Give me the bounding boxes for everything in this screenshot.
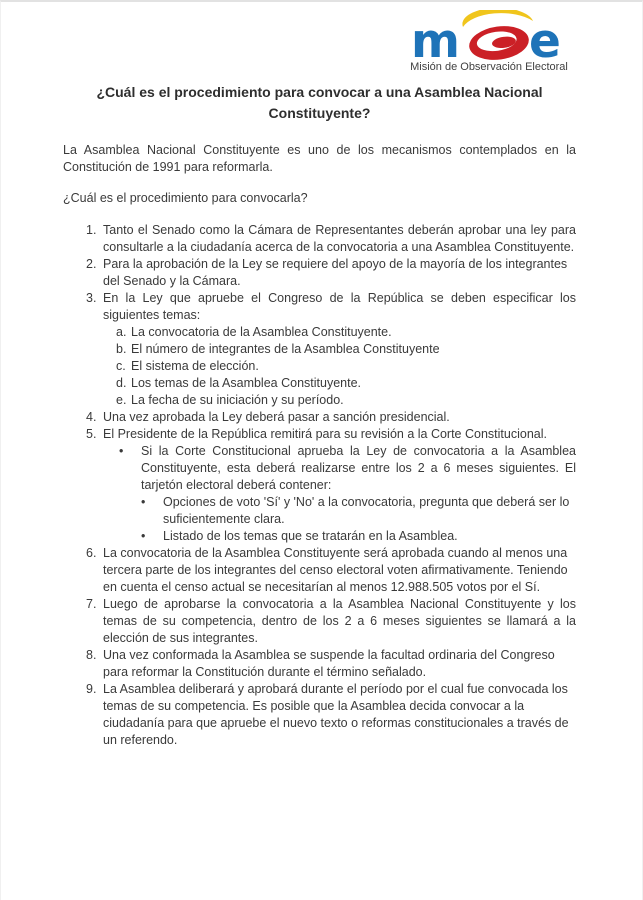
list-item-5 xyxy=(86,426,576,443)
list-item-7-text: Luego de aprobarse la convocatoria a la Asamblea Nacional Constituyente y los temas de su competencia, dentro de los 2 a 6 meses siguientes se llamará a la elección de sus integrantes. xyxy=(103,597,576,645)
list-item-2-number: 2. xyxy=(86,257,97,271)
list-item-3e xyxy=(116,392,576,409)
list-item-5-subbullet-1 xyxy=(141,494,576,528)
bullet-icon: • xyxy=(119,444,124,458)
list-item-8-number: 8. xyxy=(86,648,97,662)
list-item-3e-text: La fecha de su iniciación y su período. xyxy=(131,393,344,407)
list-item-5-text: El Presidente de la República remitirá para su revisión a la Corte Constitucional. xyxy=(103,427,547,441)
list-item-2 xyxy=(86,256,576,290)
moe-logo-icon xyxy=(411,10,567,62)
list-item-5-subbullet-2-text: Listado de los temas que se tratarán en la Asamblea. xyxy=(163,529,458,543)
list-item-9 xyxy=(86,681,576,749)
list-item-5-subbullet-1-text: Opciones de voto 'Sí' y 'No' a la convocatoria, pregunta que deberá ser lo suficientemente clara. xyxy=(163,495,570,526)
list-item-8-text: Una vez conformada la Asamblea se suspende la facultad ordinaria del Congreso para reformar la Constitución durante el término señalado. xyxy=(103,648,555,679)
question-line: ¿Cuál es el procedimiento para convocarla? xyxy=(63,191,308,205)
list-item-3d-letter: d. xyxy=(116,376,127,390)
list-item-1-text: Tanto el Senado como la Cámara de Representantes deberán aprobar una ley para consultarle a la ciudadanía acerca de la convocatoria a una Asamblea Constituyente. xyxy=(103,223,576,254)
list-item-3e-letter: e. xyxy=(116,393,127,407)
intro-paragraph: La Asamblea Nacional Constituyente es uno de los mecanismos contemplados en la Constitución de 1991 para reformarla. xyxy=(63,143,576,174)
document-content xyxy=(1,82,642,749)
list-item-5-bullet xyxy=(119,443,576,494)
list-item-8 xyxy=(86,647,576,681)
list-item-9-number: 9. xyxy=(86,682,97,696)
list-item-3c xyxy=(116,358,576,375)
list-item-1 xyxy=(86,222,576,256)
logo-caption: Misión de Observación Electoral xyxy=(410,61,568,73)
list-item-3d-text: Los temas de la Asamblea Constituyente. xyxy=(131,376,361,390)
list-item-5-number: 5. xyxy=(86,427,97,441)
moe-logo xyxy=(400,10,578,73)
list-item-7 xyxy=(86,596,576,647)
list-item-6-text: La convocatoria de la Asamblea Constituyente será aprobada cuando al menos una tercera parte de los integrantes del censo electoral voten afirmativamente. Teniendo en cuenta el censo actual se necesitarían al menos 12.988.505 votos por el Sí. xyxy=(103,546,568,594)
list-item-1-number: 1. xyxy=(86,223,97,237)
list-item-5-bullet-text: Si la Corte Constitucional aprueba la Ley de convocatoria a la Asamblea Constituyente, esta deberá realizarse entre los 2 a 6 meses siguientes. El tarjetón electoral deberá contener: xyxy=(141,444,576,492)
list-item-6-number: 6. xyxy=(86,546,97,560)
list-item-3a-text: La convocatoria de la Asamblea Constituyente. xyxy=(131,325,392,339)
list-item-5-subbullet-2 xyxy=(141,528,576,545)
list-item-6 xyxy=(86,545,576,596)
bullet-icon: • xyxy=(141,529,146,543)
logo-letter-e: e xyxy=(529,14,561,62)
list-item-3a-letter: a. xyxy=(116,325,127,339)
list-item-3-number: 3. xyxy=(86,291,97,305)
list-item-3 xyxy=(86,290,576,324)
list-item-3d xyxy=(116,375,576,392)
list-item-3b-text: El número de integrantes de la Asamblea Constituyente xyxy=(131,342,440,356)
list-item-3c-text: El sistema de elección. xyxy=(131,359,259,373)
bullet-icon: • xyxy=(141,495,146,509)
list-item-2-text: Para la aprobación de la Ley se requiere del apoyo de la mayoría de los integrantes del Senado y la Cámara. xyxy=(103,257,568,288)
list-item-3c-letter: c. xyxy=(116,359,126,373)
list-item-3-text: En la Ley que apruebe el Congreso de la República se deben especificar los siguientes temas: xyxy=(103,291,576,322)
list-item-3a xyxy=(116,324,576,341)
list-item-4-number: 4. xyxy=(86,410,97,424)
list-item-3b xyxy=(116,341,576,358)
logo-letter-m: m xyxy=(411,14,460,62)
page-title: ¿Cuál es el procedimiento para convocar a una Asamblea Nacional Constituyente? xyxy=(96,84,543,121)
list-item-4-text: Una vez aprobada la Ley deberá pasar a sanción presidencial. xyxy=(103,410,450,424)
list-item-9-text: La Asamblea deliberará y aprobará durante el período por el cual fue convocada los temas de su competencia. Es posible que la Asamblea decida convocar a la ciudadanía para que apruebe el nuevo texto o reformas constitucionales a través de un referendo. xyxy=(103,682,569,747)
logo-yellow-arc xyxy=(462,10,533,27)
list-item-4 xyxy=(86,409,576,426)
procedure-list xyxy=(63,222,576,749)
list-item-7-number: 7. xyxy=(86,597,97,611)
logo-red-o xyxy=(467,22,531,62)
list-item-3b-letter: b. xyxy=(116,342,127,356)
